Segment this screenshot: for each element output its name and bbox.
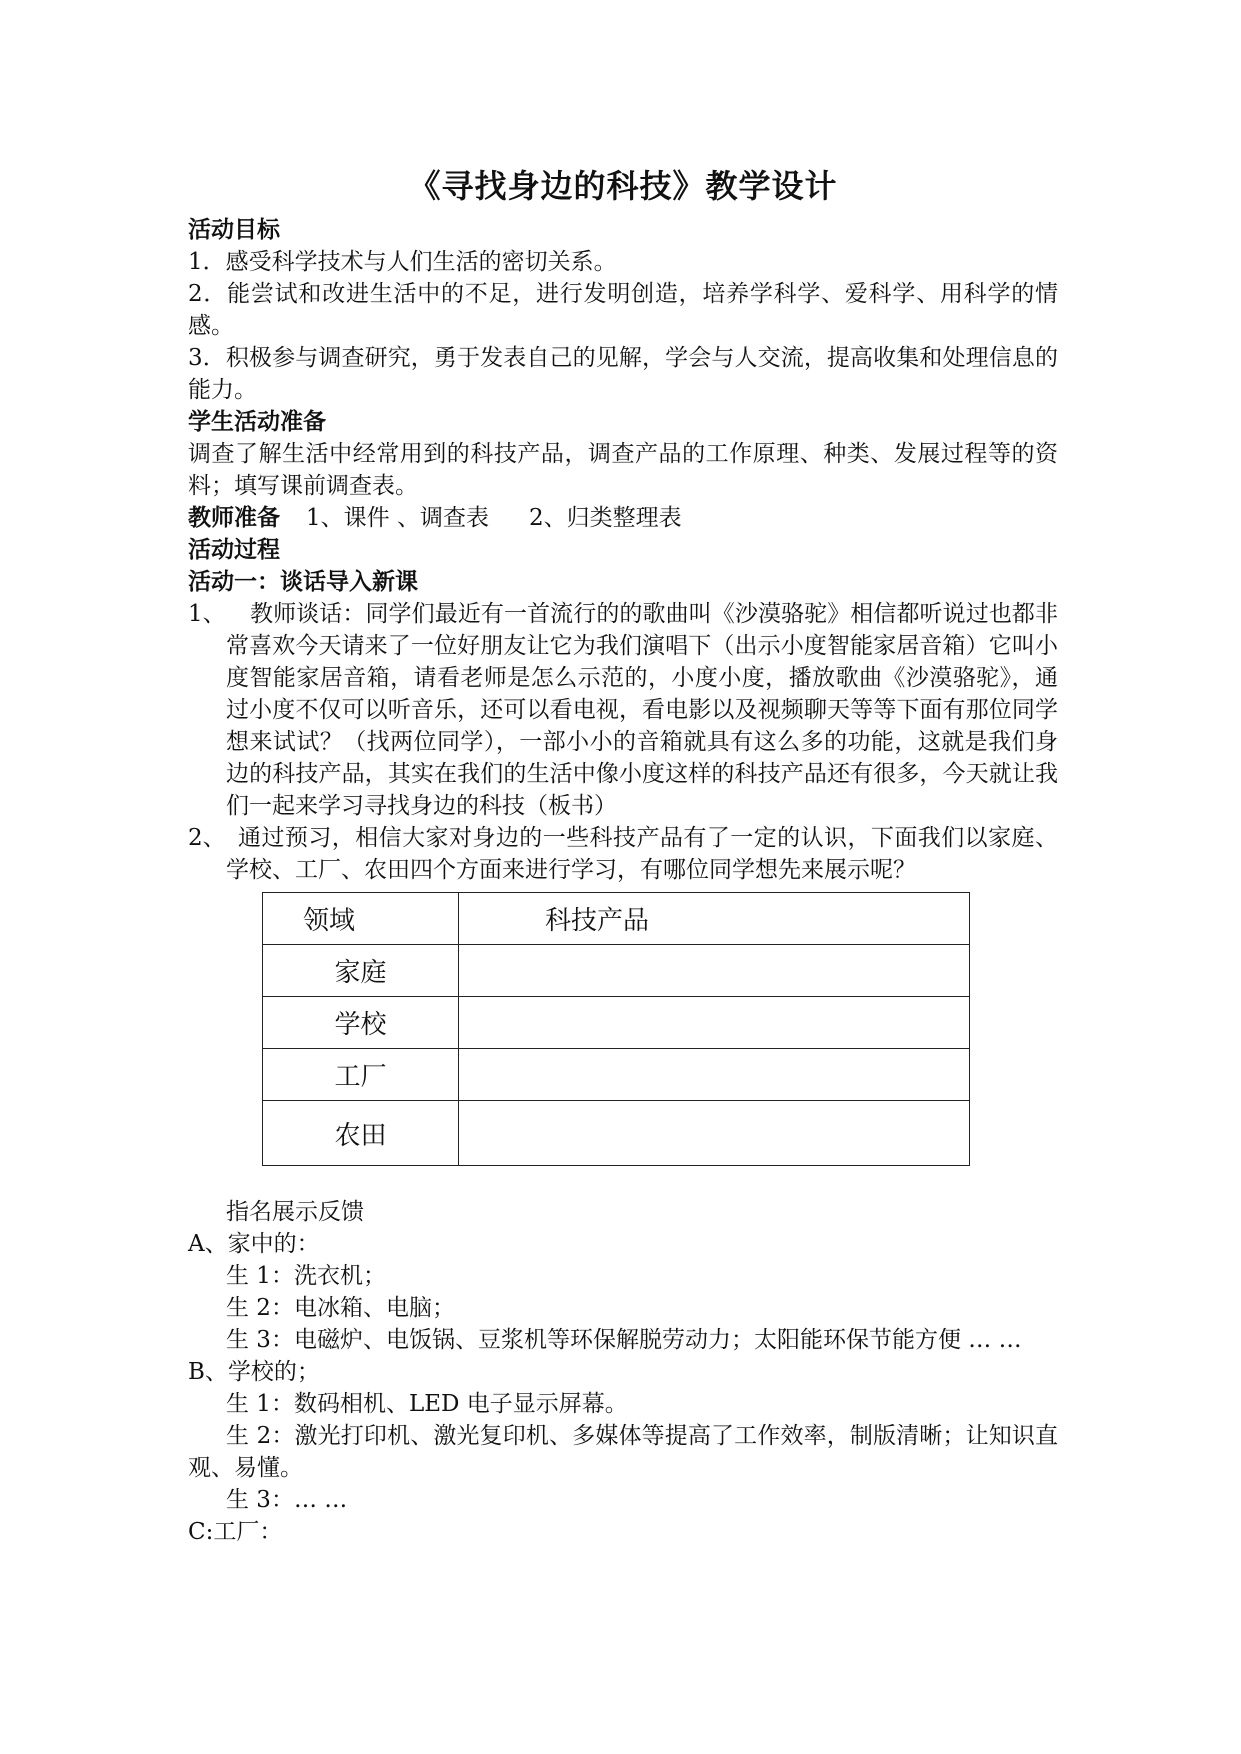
table-row (263, 1101, 970, 1166)
domain-table (262, 892, 970, 1166)
teacher-prep-items (306, 505, 722, 531)
table-cell-empty (459, 997, 970, 1049)
table-header-domain: 领域 (263, 893, 459, 945)
document-title: 《寻找身边的科技》教学设计 (408, 167, 838, 205)
feedback-item: 生 2：电冰箱、电脑； (226, 1295, 455, 1321)
table-row (263, 1049, 970, 1101)
step-number: 1、 (188, 601, 226, 627)
teacher-prep-item: 2、归类整理表 (528, 505, 682, 531)
student-prep-text: 调查了解生活中经常用到的科技产品，调查产品的工作原理、种类、发展过程等的资料；填写课前调查表。 (188, 441, 1058, 499)
teacher-prep (188, 502, 1058, 534)
goals-heading: 活动目标 (188, 216, 280, 243)
feedback-item: 生 1：洗衣机； (226, 1263, 386, 1289)
table-header-products: 科技产品 (459, 893, 970, 945)
feedback-section-label: C:工厂： (188, 1519, 283, 1545)
goal-item: 2．能尝试和改进生活中的不足，进行发明创造，培养学科学、爱科学、用科学的情感。 (188, 281, 1058, 339)
feedback-section-label: A、家中的： (188, 1231, 320, 1257)
step-text: 通过预习，相信大家对身边的一些科技产品有了一定的认识，下面我们以家庭、学校、工厂、农田四个方面来进行学习，有哪位同学想先来展示呢？ (226, 825, 1058, 883)
step-item (188, 598, 1058, 822)
table-row-label: 学校 (263, 997, 459, 1049)
table-row (263, 945, 970, 997)
table-row-label: 农田 (263, 1101, 459, 1166)
feedback-section-label: B、学校的； (188, 1359, 320, 1385)
step-number: 2、 (188, 825, 226, 851)
teacher-prep-heading: 教师准备 (188, 504, 280, 531)
activity1-heading: 活动一：谈话导入新课 (188, 568, 418, 595)
process-heading: 活动过程 (188, 536, 280, 563)
teacher-prep-item: 1、课件 、调查表 (306, 505, 489, 531)
table-cell-empty (459, 1101, 970, 1166)
table-row-label: 工厂 (263, 1049, 459, 1101)
student-prep-heading: 学生活动准备 (188, 408, 326, 435)
table-cell-empty (459, 1049, 970, 1101)
feedback-item: 生 3：电磁炉、电饭锅、豆浆机等环保解脱劳动力；太阳能环保节能方便 … … (226, 1327, 1022, 1353)
feedback-intro: 指名展示反馈 (226, 1199, 364, 1225)
spacer (188, 1166, 1058, 1196)
table-row-label: 家庭 (263, 945, 459, 997)
feedback-item: 生 3：… … (226, 1487, 348, 1513)
table-header-row (263, 893, 970, 945)
document-content (188, 158, 1058, 1548)
goal-item: 3．积极参与调查研究，勇于发表自己的见解，学会与人交流，提高收集和处理信息的能力。 (188, 345, 1058, 403)
step-item (188, 822, 1058, 886)
table-row (263, 997, 970, 1049)
table-cell-empty (459, 945, 970, 997)
step-text: 教师谈话：同学们最近有一首流行的的歌曲叫《沙漠骆驼》相信都听说过也都非常喜欢今天请来了一位好朋友让它为我们演唱下（出示小度智能家居音箱）它叫小度智能家居音箱，请看老师是怎么示范的，小度小度，播放歌曲《沙漠骆驼》，通过小度不仅可以听音乐，还可以看电视，看电影以及视频聊天等等下面有那位同学想来试试？（找两位同学），一部小小的音箱就具有这么多的功能，这就是我们身边的科技产品，其实在我们的生活中像小度这样的科技产品还有很多，今天就让我们一起来学习寻找身边的科技（板书） (226, 601, 1058, 819)
feedback-item: 生 2：激光打印机、激光复印机、多媒体等提高了工作效率，制版清晰；让知识直观、易懂。 (188, 1423, 1058, 1481)
feedback-item: 生 1：数码相机、LED 电子显示屏幕。 (226, 1391, 628, 1417)
goal-item: 1．感受科学技术与人们生活的密切关系。 (188, 249, 617, 275)
